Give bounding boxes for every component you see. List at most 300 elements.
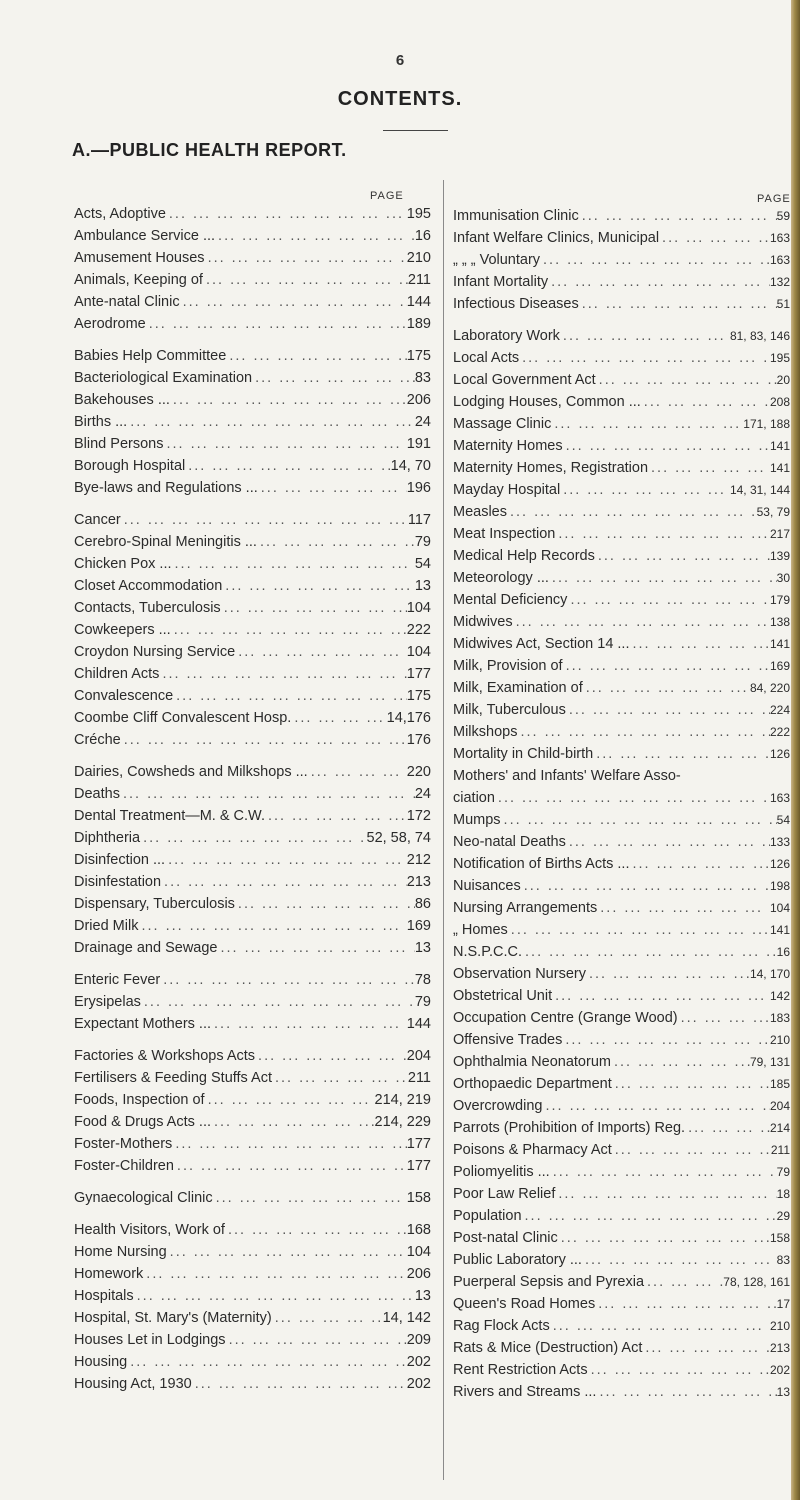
index-entry <box>74 761 431 783</box>
index-entry <box>74 509 431 531</box>
entry-title: Children Acts <box>74 666 160 682</box>
entry-title: Mothers' and Infants' Welfare Asso- <box>453 768 681 784</box>
index-entry <box>453 293 790 315</box>
entry-page-ref: 126 <box>769 857 790 871</box>
index-entry <box>74 389 431 411</box>
entry-title: Mortality in Child-birth <box>453 746 594 762</box>
entry-page-ref: 177 <box>406 1136 431 1152</box>
index-entry <box>453 479 790 501</box>
leader-dots <box>540 249 770 271</box>
leader-dots <box>583 677 750 699</box>
index-entry <box>74 805 431 827</box>
leader-dots <box>685 1117 770 1139</box>
leader-dots <box>172 1133 406 1155</box>
entry-title: Mumps <box>453 812 501 828</box>
entry-page-ref: 86 <box>414 896 431 912</box>
entry-title: Poor Law Relief <box>453 1186 556 1202</box>
leader-dots <box>566 699 770 721</box>
right-column-header: PAGE <box>757 193 791 205</box>
entry-title: Amusement Houses <box>74 250 205 266</box>
entry-title: Home Nursing <box>74 1244 167 1260</box>
entry-title: Deaths <box>74 786 120 802</box>
entry-title: Puerperal Sepsis and Pyrexia <box>453 1274 645 1290</box>
leader-dots <box>501 809 777 831</box>
index-entry <box>453 1249 790 1271</box>
leader-dots <box>165 849 407 871</box>
index-entry <box>453 1007 790 1029</box>
entry-page-ref: 78, 128, 161 <box>723 1275 790 1289</box>
entry-page-ref: 17 <box>776 1297 790 1311</box>
entry-title: Bye-laws and Regulations ... <box>74 480 258 496</box>
entry-title: Midwives Act, Section 14 ... <box>453 636 630 652</box>
entry-title: N.S.P.C.C. <box>453 944 523 960</box>
leader-dots <box>517 721 770 743</box>
entry-page-ref: 214, 229 <box>374 1114 431 1130</box>
entry-title: Milk, Provision of <box>453 658 563 674</box>
left-index-column <box>74 203 431 1395</box>
leader-dots <box>567 589 770 611</box>
entry-title: Babies Help Committee <box>74 348 227 364</box>
entry-title: Queen's Road Homes <box>453 1296 596 1312</box>
entry-page-ref: 175 <box>406 688 431 704</box>
entry-page-ref: 13 <box>414 578 431 594</box>
index-entry <box>453 1139 790 1161</box>
index-entry <box>74 783 431 805</box>
entry-title: Ante-natal Clinic <box>74 294 180 310</box>
leader-dots <box>140 827 366 849</box>
entry-title: Ambulance Service ... <box>74 228 216 244</box>
leader-dots <box>265 805 407 827</box>
entry-page-ref: 16 <box>414 228 431 244</box>
entry-page-ref: 195 <box>769 351 790 365</box>
leader-dots <box>203 269 408 291</box>
leader-dots <box>163 433 406 455</box>
entry-title: Infectious Diseases <box>453 296 579 312</box>
entry-title: Fertilisers & Feeding Stuffs Act <box>74 1070 272 1086</box>
index-entry <box>453 633 790 655</box>
leader-dots <box>172 553 415 575</box>
leader-dots <box>642 1337 770 1359</box>
index-entry <box>453 809 790 831</box>
leader-dots <box>180 291 407 313</box>
entry-title: Poisons & Pharmacy Act <box>453 1142 612 1158</box>
index-entry <box>74 641 431 663</box>
entry-title: Milkshops <box>453 724 518 740</box>
entry-title: Population <box>453 1208 522 1224</box>
entry-title: Measles <box>453 504 507 520</box>
leader-dots <box>611 1051 750 1073</box>
index-entry <box>74 1351 431 1373</box>
entry-page-ref: 213 <box>406 874 431 890</box>
entry-page-ref: 177 <box>406 1158 431 1174</box>
entry-title: Mental Deficiency <box>453 592 568 608</box>
entry-page-ref: 54 <box>776 813 790 827</box>
index-entry <box>74 553 431 575</box>
leader-dots <box>630 853 770 875</box>
entry-title: Health Visitors, Work of <box>74 1222 225 1238</box>
index-entry <box>74 1329 431 1351</box>
entry-page-ref: 171, 188 <box>743 417 790 431</box>
entry-title: Midwives <box>453 614 513 630</box>
leader-dots <box>558 1227 770 1249</box>
index-entry <box>453 787 790 809</box>
index-entry <box>453 271 790 293</box>
entry-title: Convalescence <box>74 688 174 704</box>
index-entry <box>74 597 431 619</box>
entry-title: Maternity Homes <box>453 438 563 454</box>
entry-title: Offensive Trades <box>453 1032 563 1048</box>
leader-dots <box>593 743 770 765</box>
leader-dots <box>641 391 770 413</box>
entry-page-ref: 79, 131 <box>749 1055 790 1069</box>
entry-title: Medical Help Records <box>453 548 595 564</box>
entry-title: Expectant Mothers ... <box>74 1016 212 1032</box>
index-entry <box>453 1227 790 1249</box>
leader-dots <box>548 271 770 293</box>
entry-page-ref: 117 <box>407 512 431 528</box>
index-entry <box>74 1187 431 1209</box>
entry-title: Nuisances <box>453 878 521 894</box>
entry-page-ref: 169 <box>406 918 431 934</box>
leader-dots <box>252 367 415 389</box>
entry-page-ref: 30 <box>776 571 790 585</box>
entry-title: Cerebro-Spinal Meningitis ... <box>74 534 257 550</box>
entry-page-ref: 183 <box>769 1011 790 1025</box>
entry-title: Rag Flock Acts <box>453 1318 550 1334</box>
entry-title: Occupation Centre (Grange Wood) <box>453 1010 678 1026</box>
entry-title: Local Acts <box>453 350 520 366</box>
leader-dots <box>174 1155 407 1177</box>
entry-page-ref: 222 <box>769 725 790 739</box>
index-entry <box>74 575 431 597</box>
entry-page-ref: 144 <box>406 294 431 310</box>
index-entry <box>74 433 431 455</box>
entry-page-ref: 83 <box>414 370 431 386</box>
index-entry <box>74 685 431 707</box>
leader-dots <box>222 575 415 597</box>
index-entry <box>453 567 790 589</box>
index-entry <box>74 1241 431 1263</box>
leader-dots <box>225 1219 407 1241</box>
index-entry <box>453 875 790 897</box>
entry-title: Obstetrical Unit <box>453 988 553 1004</box>
entry-title: Local Government Act <box>453 372 596 388</box>
index-entry <box>453 1337 790 1359</box>
leader-dots <box>597 897 770 919</box>
leader-dots <box>257 531 415 553</box>
entry-page-ref: 16 <box>776 945 790 959</box>
entry-page-ref: 210 <box>406 250 431 266</box>
entry-page-ref: 144 <box>406 1016 431 1032</box>
entry-title: Enteric Fever <box>74 972 161 988</box>
index-entry <box>74 1307 431 1329</box>
entry-page-ref: 20 <box>776 373 790 387</box>
entry-page-ref: 29 <box>776 1209 790 1223</box>
leader-dots <box>630 633 770 655</box>
entry-page-ref: 222 <box>406 622 431 638</box>
index-entry <box>74 1133 431 1155</box>
entry-page-ref: 202 <box>406 1354 431 1370</box>
entry-title: Drainage and Sewage <box>74 940 218 956</box>
entry-title: Coombe Cliff Convalescent Hosp. <box>74 710 292 726</box>
entry-title: Nursing Arrangements <box>453 900 598 916</box>
entry-title: Poliomyelitis ... <box>453 1164 550 1180</box>
leader-dots <box>221 597 407 619</box>
leader-dots <box>134 1285 415 1307</box>
entry-page-ref: 59 <box>776 209 790 223</box>
index-entry <box>453 457 790 479</box>
leader-dots <box>648 457 770 479</box>
leader-dots <box>121 729 407 751</box>
leader-dots <box>255 1045 407 1067</box>
entry-title: Borough Hospital <box>74 458 186 474</box>
index-entry <box>74 367 431 389</box>
entry-title: Dairies, Cowsheds and Milkshops ... <box>74 764 308 780</box>
entry-page-ref: 169 <box>769 659 790 673</box>
entry-title: Blind Persons <box>74 436 164 452</box>
leader-dots <box>579 293 777 315</box>
index-entry <box>74 707 431 729</box>
entry-title: Chicken Pox ... <box>74 556 172 572</box>
index-entry <box>453 413 790 435</box>
leader-dots <box>586 963 750 985</box>
index-entry <box>453 699 790 721</box>
index-entry <box>453 721 790 743</box>
section-heading: A.—PUBLIC HEALTH REPORT. <box>72 140 347 160</box>
leader-dots <box>192 1373 407 1395</box>
leader-dots <box>185 455 390 477</box>
leader-dots <box>173 685 407 707</box>
entry-title: Massage Clinic <box>453 416 552 432</box>
leader-dots <box>215 225 415 247</box>
entry-title: Orthopaedic Department <box>453 1076 612 1092</box>
leader-dots <box>160 969 415 991</box>
entry-page-ref: 81, 83, 146 <box>729 329 790 343</box>
entry-page-ref: 158 <box>406 1190 431 1206</box>
leader-dots <box>542 1095 770 1117</box>
entry-page-ref: 168 <box>406 1222 431 1238</box>
entry-title: Milk, Tuberculous <box>453 702 566 718</box>
leader-dots <box>588 1359 770 1381</box>
entry-title: Infant Welfare Clinics, Municipal <box>453 230 660 246</box>
index-entry <box>74 1263 431 1285</box>
leader-dots <box>595 1293 776 1315</box>
index-entry <box>74 203 431 225</box>
entry-page-ref: 204 <box>769 1099 790 1113</box>
leader-dots <box>582 1249 777 1271</box>
entry-page-ref: 175 <box>406 348 431 364</box>
entry-page-ref: 52, 58, 74 <box>366 830 431 846</box>
leader-dots <box>226 1329 407 1351</box>
index-entry <box>453 1293 790 1315</box>
entry-page-ref: 79 <box>776 1165 790 1179</box>
index-entry <box>453 1183 790 1205</box>
leader-dots <box>579 205 777 227</box>
leader-dots <box>127 1351 407 1373</box>
leader-dots <box>560 325 730 347</box>
entry-title: Gynaecological Clinic <box>74 1190 213 1206</box>
entry-title: Erysipelas <box>74 994 141 1010</box>
leader-dots <box>644 1271 723 1293</box>
index-entry <box>453 589 790 611</box>
index-entry <box>453 1095 790 1117</box>
leader-dots <box>218 937 415 959</box>
entry-page-ref: 141 <box>769 439 790 453</box>
leader-dots <box>508 919 770 941</box>
entry-page-ref: 24 <box>414 786 431 802</box>
entry-title: Cancer <box>74 512 121 528</box>
entry-page-ref: 206 <box>406 392 431 408</box>
entry-title: Rent Restriction Acts <box>453 1362 588 1378</box>
index-entry <box>453 369 790 391</box>
index-entry <box>453 1073 790 1095</box>
index-entry <box>453 611 790 633</box>
entry-page-ref: 211 <box>770 1143 790 1157</box>
leader-dots <box>550 1315 770 1337</box>
entry-title: Observation Nursery <box>453 966 586 982</box>
leader-dots <box>205 1089 375 1111</box>
entry-title: „ Homes <box>453 922 508 938</box>
leader-dots <box>213 1187 407 1209</box>
leader-dots <box>159 663 406 685</box>
entry-title: Lodging Houses, Common ... <box>453 394 641 410</box>
leader-dots <box>555 523 770 545</box>
entry-page-ref: 13 <box>414 1288 431 1304</box>
index-entry <box>74 531 431 553</box>
entry-title: Dried Milk <box>74 918 139 934</box>
entry-page-ref: 24 <box>414 414 431 430</box>
index-entry <box>453 985 790 1007</box>
index-entry <box>453 677 790 699</box>
leader-dots <box>563 655 770 677</box>
entry-page-ref: 214, 219 <box>374 1092 431 1108</box>
leader-dots <box>138 915 406 937</box>
entry-title: Overcrowding <box>453 1098 543 1114</box>
entry-page-ref: 79 <box>414 534 431 550</box>
entry-title: „ „ „ Voluntary <box>453 252 541 268</box>
entry-title: Factories & Workshops Acts <box>74 1048 256 1064</box>
entry-title: Mayday Hospital <box>453 482 561 498</box>
index-entry <box>74 1285 431 1307</box>
entry-title: Diphtheria <box>74 830 141 846</box>
index-entry <box>453 941 790 963</box>
entry-page-ref: 177 <box>406 666 431 682</box>
index-entry <box>453 831 790 853</box>
index-entry <box>74 225 431 247</box>
entry-title: Meat Inspection <box>453 526 556 542</box>
entry-page-ref: 133 <box>769 835 790 849</box>
entry-title: Immunisation Clinic <box>453 208 579 224</box>
index-entry <box>453 501 790 523</box>
entry-title: Bakehouses ... <box>74 392 170 408</box>
entry-page-ref: 142 <box>769 989 790 1003</box>
entry-page-ref: 172 <box>406 808 431 824</box>
entry-title: Rivers and Streams ... <box>453 1384 597 1400</box>
index-entry <box>74 871 431 893</box>
index-entry <box>74 345 431 367</box>
leader-dots <box>595 545 770 567</box>
entry-page-ref: 224 <box>769 703 790 717</box>
entry-page-ref: 13 <box>414 940 431 956</box>
entry-title: Foods, Inspection of <box>74 1092 205 1108</box>
leader-dots <box>141 991 415 1013</box>
index-entry <box>453 1161 790 1183</box>
entry-page-ref: 206 <box>406 1266 431 1282</box>
entry-title: Neo-natal Deaths <box>453 834 566 850</box>
entry-page-ref: 210 <box>769 1319 790 1333</box>
entry-page-ref: 176 <box>406 732 431 748</box>
leader-dots <box>170 389 407 411</box>
leader-dots <box>555 1183 776 1205</box>
entry-page-ref: 195 <box>406 206 431 222</box>
entry-page-ref: 104 <box>406 600 431 616</box>
leader-dots <box>143 1263 407 1285</box>
index-entry <box>74 1111 431 1133</box>
entry-page-ref: 213 <box>769 1341 790 1355</box>
index-entry <box>74 477 431 499</box>
page-edge <box>791 0 800 1500</box>
entry-title: Food & Drugs Acts ... <box>74 1114 211 1130</box>
leader-dots <box>596 369 777 391</box>
index-entry <box>453 325 790 347</box>
entry-title: Post-natal Clinic <box>453 1230 558 1246</box>
leader-dots <box>552 985 770 1007</box>
entry-title: Aerodrome <box>74 316 146 332</box>
index-entry <box>453 853 790 875</box>
leader-dots <box>211 1111 375 1133</box>
index-entry <box>74 849 431 871</box>
column-divider <box>443 180 444 1480</box>
left-column-header: PAGE <box>370 190 404 202</box>
leader-dots <box>521 875 770 897</box>
entry-page-ref: 191 <box>406 436 431 452</box>
page-number: 6 <box>395 52 405 69</box>
entry-page-ref: 14,176 <box>386 710 431 726</box>
leader-dots <box>272 1307 383 1329</box>
index-entry <box>453 765 790 787</box>
index-entry <box>74 991 431 1013</box>
leader-dots <box>596 1381 776 1403</box>
index-entry <box>453 1051 790 1073</box>
index-entry <box>74 1045 431 1067</box>
index-entry <box>74 1219 431 1241</box>
index-entry <box>74 247 431 269</box>
index-entry <box>74 663 431 685</box>
entry-title: Homework <box>74 1266 144 1282</box>
entry-page-ref: 196 <box>406 480 431 496</box>
index-entry <box>453 1359 790 1381</box>
leader-dots <box>659 227 770 249</box>
index-entry <box>453 963 790 985</box>
leader-dots <box>549 567 777 589</box>
entry-title: Ophthalmia Neonatorum <box>453 1054 611 1070</box>
index-entry <box>74 1067 431 1089</box>
entry-page-ref: 138 <box>769 615 790 629</box>
entry-title: Cowkeepers ... <box>74 622 171 638</box>
entry-page-ref: 84, 220 <box>749 681 790 695</box>
leader-dots <box>272 1067 408 1089</box>
entry-page-ref: 132 <box>769 275 790 289</box>
leader-dots <box>519 347 770 369</box>
entry-title: Contacts, Tuberculosis <box>74 600 221 616</box>
leader-dots <box>205 247 407 269</box>
entry-title: Births ... <box>74 414 128 430</box>
leader-dots <box>522 1205 777 1227</box>
entry-page-ref: 163 <box>769 231 790 245</box>
index-entry <box>453 435 790 457</box>
entry-page-ref: 208 <box>769 395 790 409</box>
leader-dots <box>226 345 406 367</box>
